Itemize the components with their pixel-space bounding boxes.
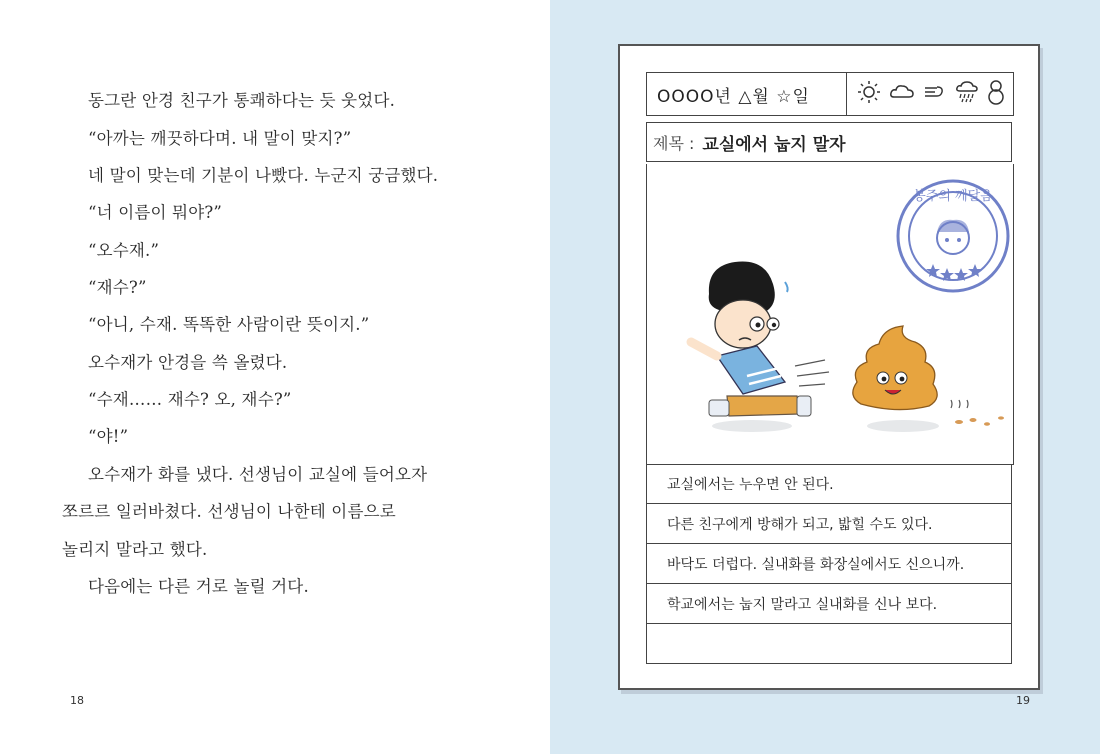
paragraph: 네 말이 맞는데 기분이 나빴다. 누군지 궁금했다. <box>88 166 439 185</box>
cloud-icon <box>889 82 915 106</box>
page-number-right: 19 <box>1016 694 1030 707</box>
stamp <box>898 181 1008 291</box>
sun-icon <box>857 80 881 108</box>
boy-figure <box>691 261 829 432</box>
paragraph: “아니, 수재. 똑똑한 사람이란 뜻이지.” <box>88 315 370 334</box>
title-label: 제목 : <box>653 133 695 153</box>
paragraph: 다음에는 다른 거로 놀릴 거다. <box>88 577 309 596</box>
diary-line: 교실에서는 누우면 안 된다. <box>646 464 1012 504</box>
diary-title-row <box>646 122 1012 162</box>
diary-line: 학교에서는 눕지 말라고 실내화를 신나 보다. <box>646 584 1012 624</box>
rain-icon <box>955 80 979 108</box>
picture-diary-card <box>618 44 1040 690</box>
diary-illustration-box <box>646 164 1014 465</box>
paragraph: 오수재가 화를 냈다. 선생님이 교실에 들어오자 <box>88 465 428 484</box>
wind-icon <box>923 82 947 106</box>
poop-character <box>853 326 1004 432</box>
paragraph: “재수?” <box>88 278 147 297</box>
date-weather-row <box>646 72 1014 116</box>
snowman-icon <box>987 79 1005 109</box>
diary-title: 교실에서 눕지 말자 <box>702 134 846 155</box>
paragraph: 놀리지 말라고 했다. <box>62 540 208 559</box>
diary-date: OOOO년 △월 ☆일 <box>647 73 847 115</box>
diary-line <box>646 624 1012 664</box>
page-number-left: 18 <box>70 694 84 707</box>
diary-line: 다른 친구에게 방해가 되고, 밟힐 수도 있다. <box>646 504 1012 544</box>
illustration <box>647 164 1013 464</box>
paragraph: “너 이름이 뭐야?” <box>88 203 223 222</box>
weather-icons <box>849 73 1013 115</box>
paragraph: “오수재.” <box>88 241 160 260</box>
paragraph: 오수재가 안경을 쓱 올렸다. <box>88 353 288 372</box>
paragraph: “야!” <box>88 427 129 446</box>
paragraph: 동그란 안경 친구가 통쾌하다는 듯 웃었다. <box>88 91 396 110</box>
diary-line: 바닥도 더럽다. 실내화를 화장실에서도 신으니까. <box>646 544 1012 584</box>
stamp-text: 봉주의 깨달음 <box>913 189 993 204</box>
paragraph: 쪼르르 일러바쳤다. 선생님이 나한테 이름으로 <box>62 502 396 521</box>
paragraph: “아까는 깨끗하다며. 내 말이 맞지?” <box>88 129 352 148</box>
paragraph: “수재…… 재수? 오, 재수?” <box>88 390 292 409</box>
